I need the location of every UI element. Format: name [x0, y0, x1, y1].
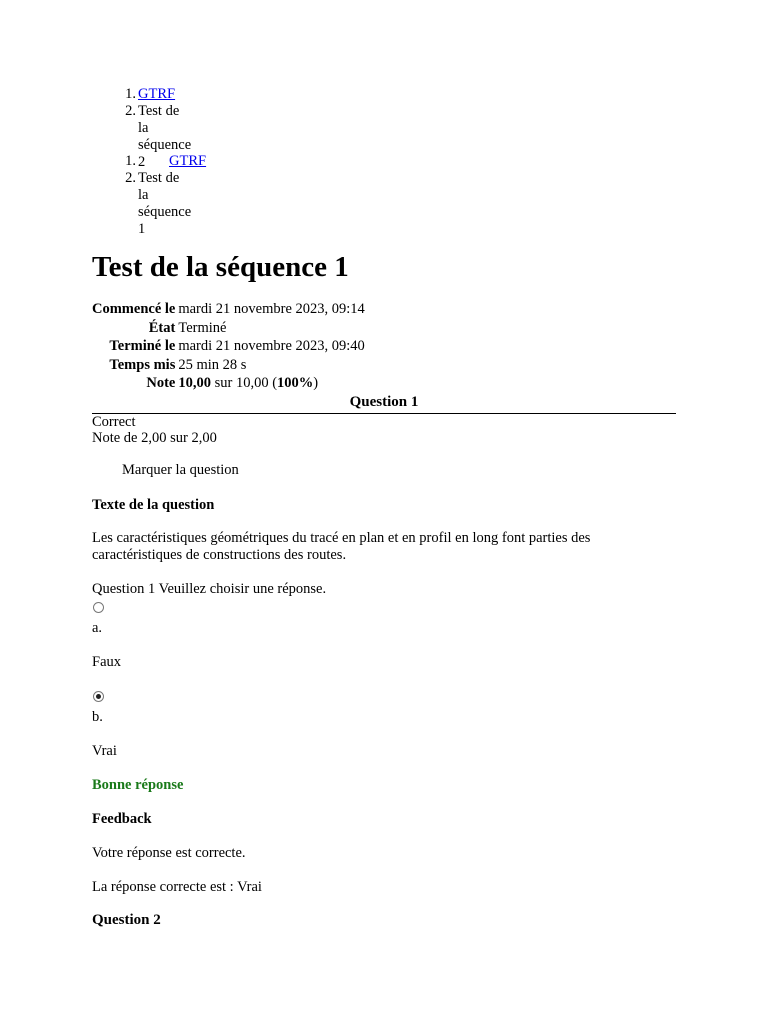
summary-row-grade: [92, 374, 365, 393]
answer-letter-a: a.: [92, 620, 103, 636]
summary-value: 25 min 28 s: [178, 356, 247, 373]
breadcrumb-link-gtrf[interactable]: GTRF: [138, 86, 176, 102]
correct-answer: La réponse correcte est : Vrai: [92, 879, 262, 895]
answer-radio-b[interactable]: [93, 691, 104, 702]
summary-row-started: [92, 300, 365, 319]
summary-grade: [178, 374, 364, 393]
breadcrumb-number: 2.: [125, 103, 136, 119]
answer-prompt: Question 1 Veuillez choisir une réponse.: [92, 581, 327, 597]
feedback-heading: Feedback: [92, 811, 152, 827]
summary-label: Note: [146, 375, 176, 391]
grade-score: 10,00: [178, 375, 211, 391]
summary-label: Commencé le: [92, 301, 176, 317]
grade-close: ): [313, 375, 319, 391]
attempt-summary-table: [92, 300, 365, 393]
question-heading: Question 1: [92, 393, 676, 414]
breadcrumb-number: 2.: [125, 170, 136, 186]
summary-label: Temps mis: [109, 356, 176, 373]
answer-label-a[interactable]: Faux: [92, 654, 121, 670]
summary-row-time-taken: [92, 356, 365, 375]
question-state: Correct: [92, 414, 136, 430]
question-mark: Note de 2,00 sur 2,00: [92, 430, 217, 446]
page-title: Test de la séquence 1: [92, 251, 349, 283]
summary-label: Terminé le: [109, 338, 176, 354]
question-text: Les caractéristiques géométriques du tracé en plan et en profil en long font parties des caractéristiques de constructions des routes.: [92, 530, 591, 563]
breadcrumb-label: Test de la séquence 2: [138, 103, 192, 170]
question-heading: Question 2: [92, 912, 161, 928]
question-text-heading: Texte de la question: [92, 497, 215, 513]
flag-question-link[interactable]: Marquer la question: [122, 462, 239, 478]
breadcrumb-link-gtrf[interactable]: GTRF: [169, 153, 207, 169]
grade-out-of: sur 10,00 (: [210, 375, 278, 391]
answer-letter-b: b.: [92, 709, 103, 725]
summary-value: mardi 21 novembre 2023, 09:40: [178, 338, 365, 354]
summary-label: État: [148, 319, 176, 336]
feedback-text: Votre réponse est correcte.: [92, 845, 246, 861]
answer-label-b[interactable]: Vrai: [92, 743, 117, 759]
summary-row-completed: [92, 337, 365, 356]
breadcrumb-number: 1.: [125, 86, 136, 102]
summary-row-state: [92, 319, 365, 338]
breadcrumb-number: 1.: [125, 153, 136, 169]
grade-percent: 100%: [277, 375, 314, 391]
result-correct: Bonne réponse: [92, 777, 184, 793]
summary-value: Terminé: [178, 319, 227, 336]
summary-value: mardi 21 novembre 2023, 09:14: [178, 301, 365, 317]
answer-radio-a[interactable]: [93, 602, 104, 613]
breadcrumb-label: Test de la séquence 1: [138, 170, 192, 237]
